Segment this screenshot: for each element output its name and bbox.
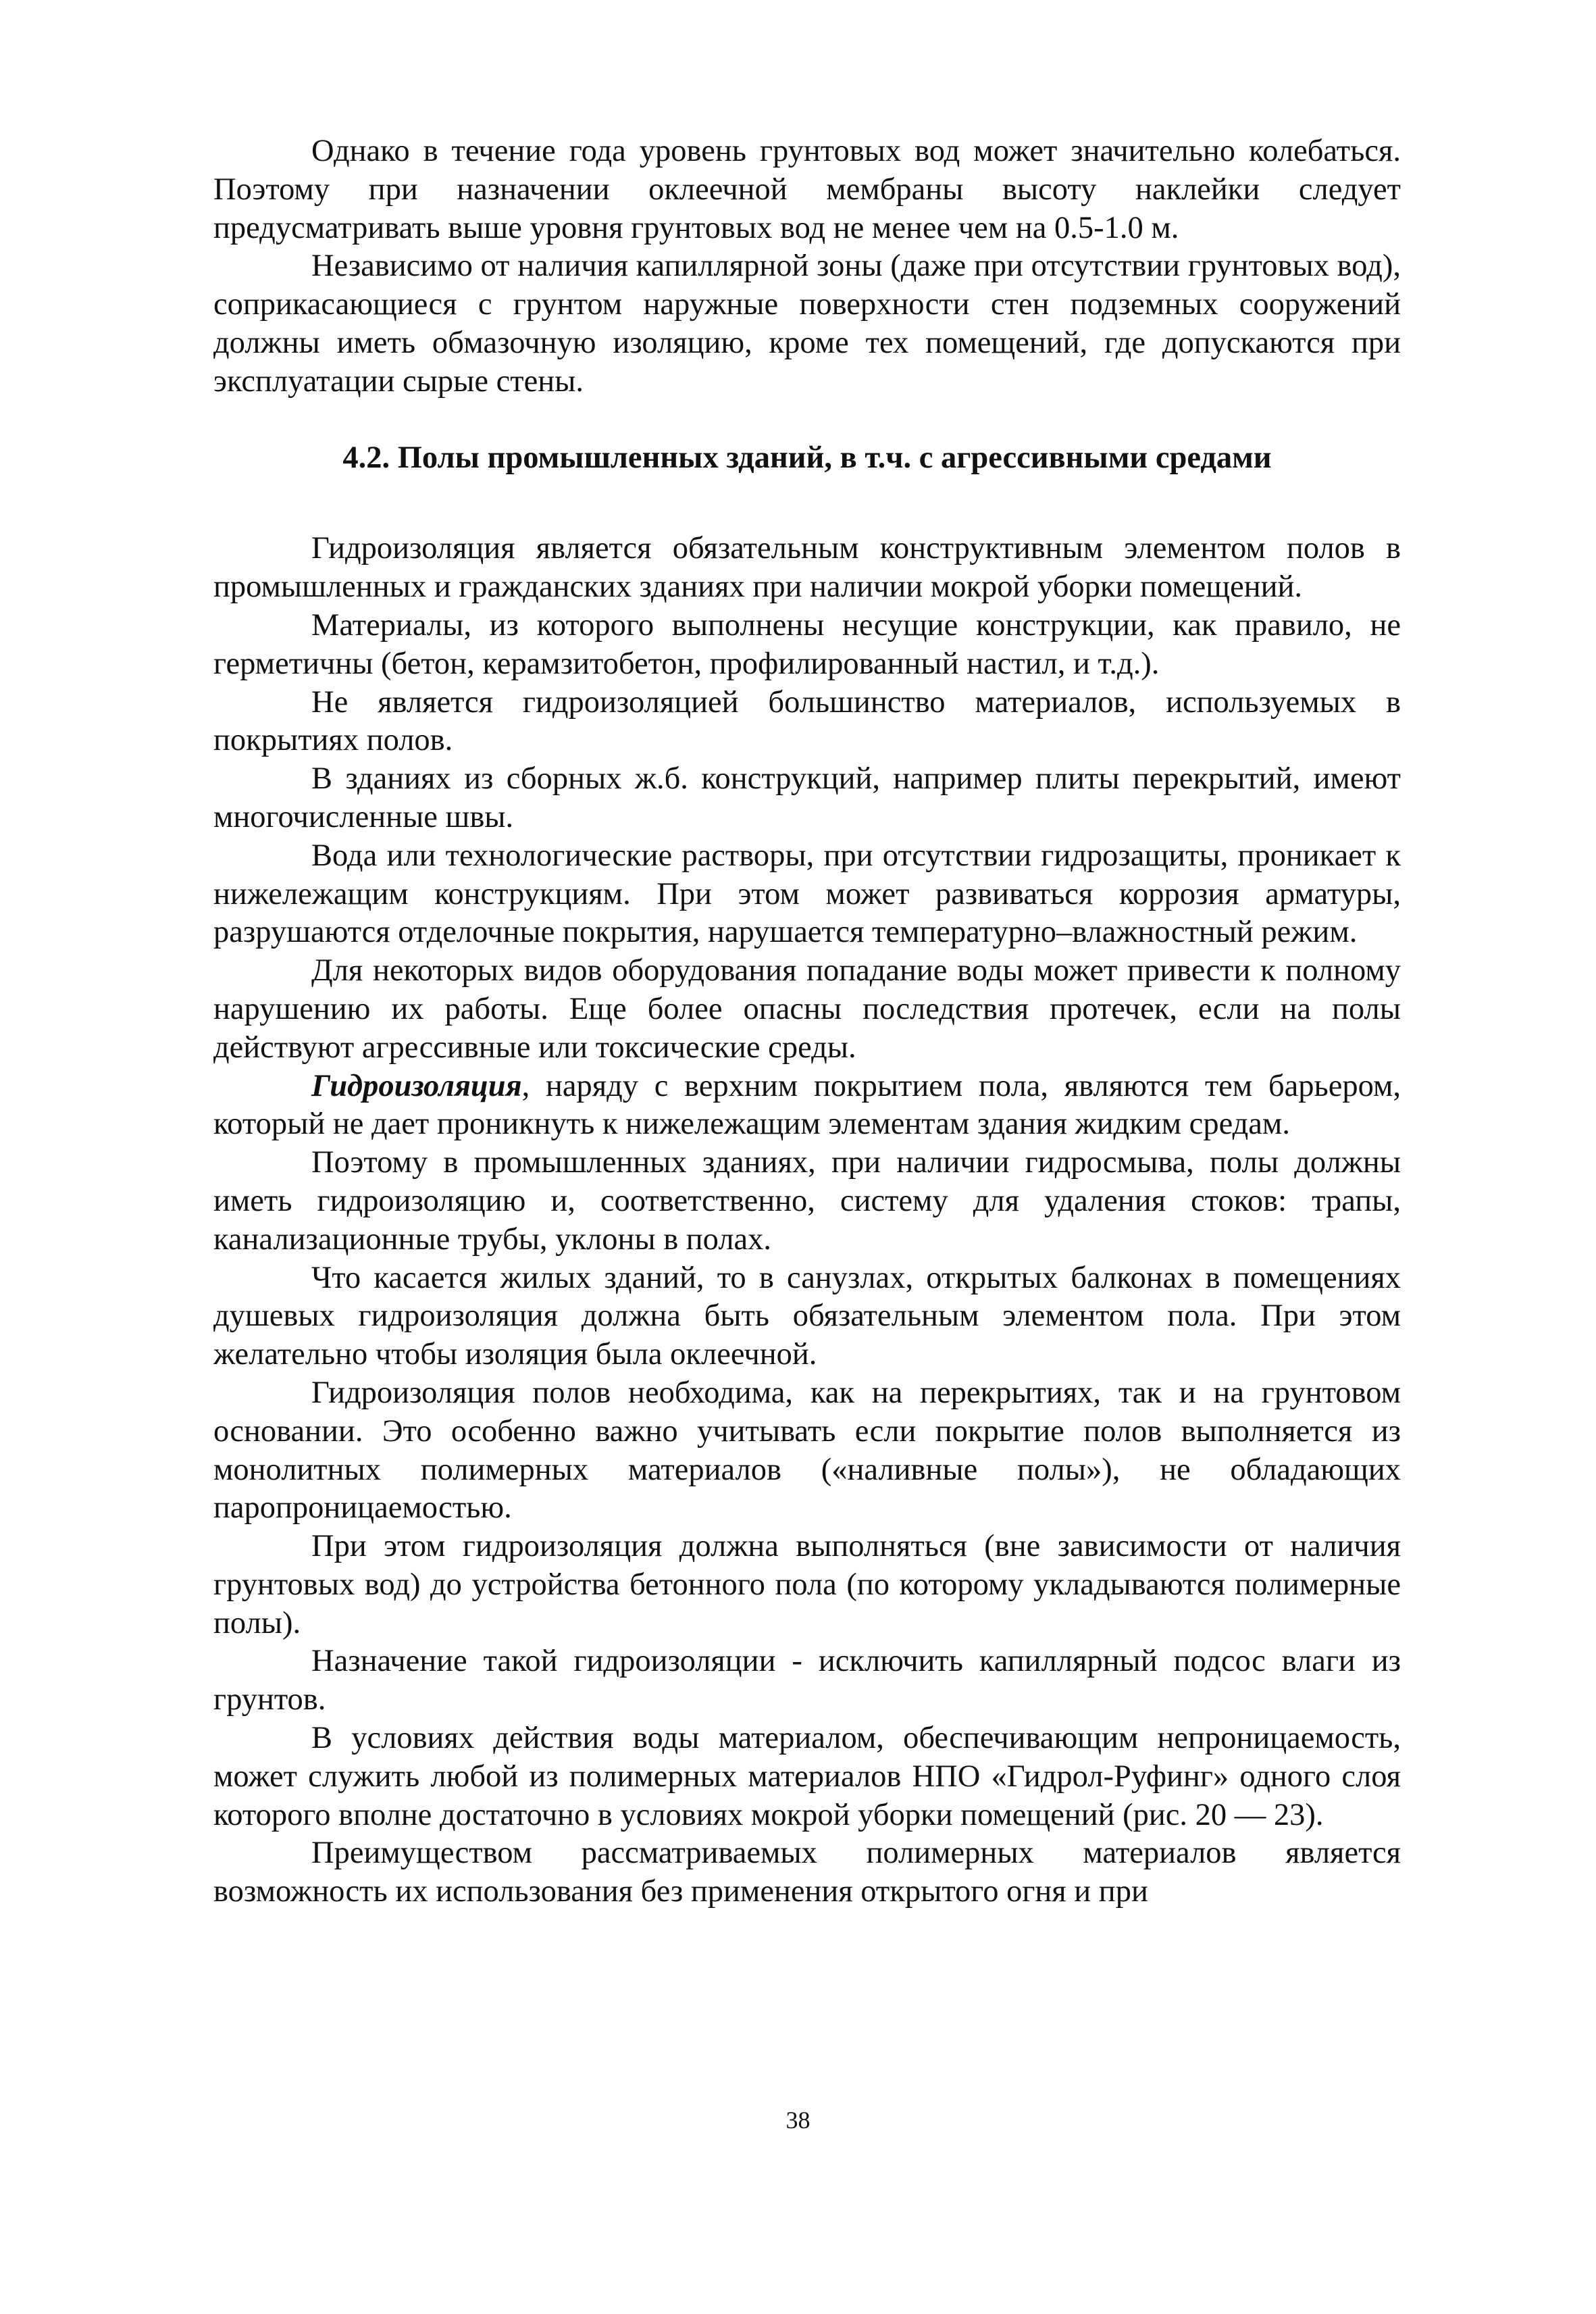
paragraph-groundwater-fluctuation: Однако в течение года уровень грунтовых вод может значительно колебаться. Поэтому при назначении оклеечной мембраны высоту наклейки следует предусматривать выше уровня грунтовых вод не менее чем на 0.5-1.0 м.	[213, 134, 1401, 245]
paragraph-waterproofing-barrier	[213, 1067, 1401, 1145]
paragraph-capillary-suction: Назначение такой гидроизоляции - исключить капиллярный подсос влаги из грунтов.	[213, 1644, 1401, 1717]
paragraph-industrial-drainage: Поэтому в промышленных зданиях, при наличии гидросмыва, полы должны иметь гидроизоляцию и, соответственно, систему для удаления стоков: трапы, канализационные трубы, уклоны в полах.	[213, 1145, 1401, 1257]
paragraph-equipment-damage: Для некоторых видов оборудования попадание воды может привести к полному нарушению их работы. Еще более опасны последствия протечек, если на полы действуют агрессивные или токсические среды.	[213, 953, 1401, 1065]
page-number: 38	[786, 2107, 810, 2134]
paragraph-slab-and-ground: Гидроизоляция полов необходима, как на перекрытиях, так и на грунтовом основании. Это особенно важно учитывать если покрытие полов выполняется из монолитных полимерных материалов («наливные полы»), не обладающих паропроницаемостью.	[213, 1375, 1401, 1526]
paragraph-floor-coverings: Не является гидроизоляцией большинство материалов, используемых в покрытиях полов.	[213, 684, 1401, 758]
paragraph-waterproofing-mandatory: Гидроизоляция является обязательным конструктивным элементом полов в промышленных и гражданских зданиях при наличии мокрой уборки помещений.	[213, 531, 1401, 605]
term-paragraph-rest: , наряду с верхним покрытием пола, являются тем барьером, который не дает проникнуть к нижележащим элементам здания жидким средам.	[213, 1068, 1401, 1142]
section-heading: 4.2. Полы промышленных зданий, в т.ч. с агрессивными средами	[342, 440, 1272, 475]
paragraph-polymer-materials: В условиях действия воды материалом, обеспечивающим непроницаемость, может служить любой из полимерных материалов НПО «Гидрол-Руфинг» одного слоя которого вполне достаточно в условиях мокрой уборки помещений (рис. 20 — 23).	[213, 1721, 1401, 1832]
paragraph-capillary-zone: Независимо от наличия капиллярной зоны (даже при отсутствии грунтовых вод), соприкасающиеся с грунтом наружные поверхности стен подземных сооружений должны иметь обмазочную изоляцию, кроме тех помещений, где допускаются при эксплуатации сырые стены.	[213, 249, 1401, 399]
paragraph-before-concrete: При этом гидроизоляция должна выполняться (вне зависимости от наличия грунтовых вод) до устройства бетонного пола (по которому укладываются полимерные полы).	[213, 1529, 1401, 1640]
paragraph-water-penetration: Вода или технологические растворы, при отсутствии гидрозащиты, проникает к нижележащим конструкциям. При этом может развиваться коррозия арматуры, разрушаются отделочные покрытия, нарушается температурно–влажностный режим.	[213, 838, 1401, 950]
paragraph-residential-bathrooms: Что касается жилых зданий, то в санузлах, открытых балконах в помещениях душевых гидроизоляция должна быть обязательным элементом пола. При этом желательно чтобы изоляция была оклеечной.	[213, 1260, 1401, 1372]
paragraph-advantage: Преимуществом рассматриваемых полимерных материалов является возможность их использования без применения открытого огня и при	[213, 1836, 1401, 1909]
text-column	[213, 132, 1401, 1911]
paragraph-precast-seams: В зданиях из сборных ж.б. конструкций, например плиты перекрытий, имеют многочисленные швы.	[213, 761, 1401, 834]
paragraph-materials-not-sealed: Материалы, из которого выполнены несущие конструкции, как правило, не герметичны (бетон, керамзитобетон, профилированный настил, и т.д.).	[213, 607, 1401, 681]
term-waterproofing: Гидроизоляция	[311, 1068, 522, 1103]
